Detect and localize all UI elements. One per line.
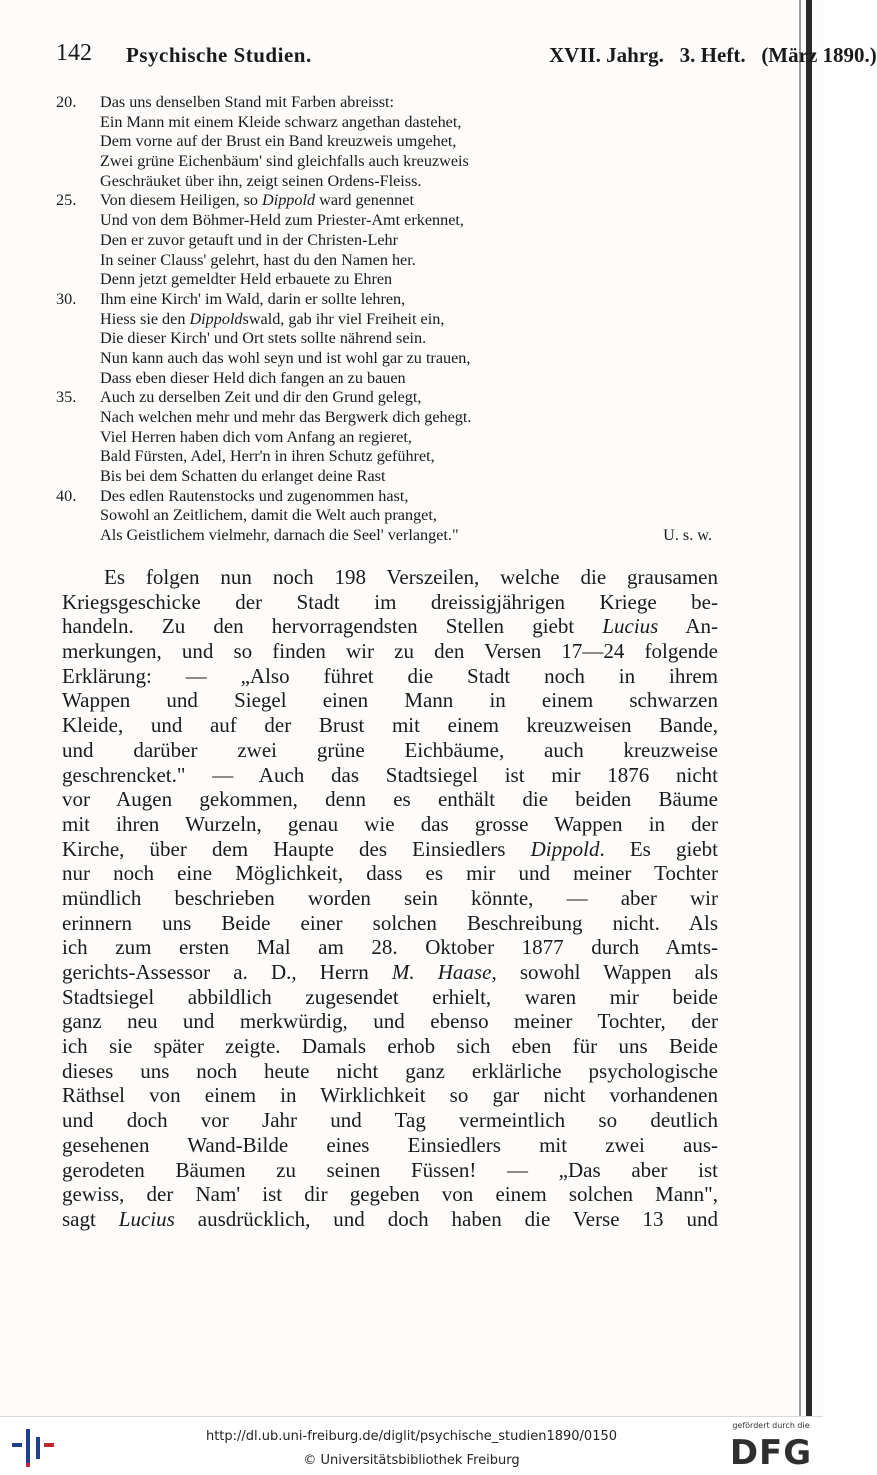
text-line: gewiss, der Nam' ist dir gegeben von einem solchen Mann", [62,1182,718,1207]
poem-line [56,526,736,546]
poem-line [56,447,736,467]
verse-text: Bald Fürsten, Adel, Herr'n in ihren Schutz geführet, [100,447,435,466]
text-line: sagt Lucius ausdrücklich, und doch haben die Verse 13 und [62,1206,718,1231]
text-line: handeln. Zu den hervorragendsten Stellen giebt Lucius An- [62,614,719,639]
issue-info: XVII. Jahrg. 3. Heft. (März 1890.) [549,43,877,67]
poem-line [56,388,736,408]
verse-number: 20. [56,93,77,111]
verse-text: In seiner Clauss' gelehrt, hast du den Namen her. [100,250,416,269]
verse-text: Und von dem Böhmer-Held zum Priester-Amt erkennet, [100,211,464,230]
body-text [62,565,718,1232]
verse-text: Von diesem Heiligen, so Dippold ward genennet [100,191,414,210]
verse-text: Dass eben dieser Held dich fangen an zu bauen [100,368,406,387]
poem-line [56,152,736,172]
page-number: 142 [56,40,92,66]
text-line: ganz neu und merkwürdig, und ebenso meiner Tochter, der [62,1009,718,1034]
verse-text: Die dieser Kirch' und Ort stets sollte nährend sein. [100,329,427,348]
text-line: ich zum ersten Mal am 28. Oktober 1877 durch Amts- [62,935,718,960]
viewer-footer [0,1416,823,1475]
text-line: gerodeten Bäumen zu seinen Füssen! — „Das aber ist [62,1157,718,1182]
text-line: Räthsel von einem in Wirklichkeit so gar nicht vorhandenen [62,1083,718,1108]
page-gutter-shadow [806,0,812,1416]
text-line: und doch vor Jahr und Tag vermeintlich so deutlich [62,1108,718,1133]
verse-text: Das uns denselben Stand mit Farben abreisst: [100,93,395,111]
text-line: nur noch eine Möglichkeit, dass es mir und meiner Tochter [62,861,718,886]
text-line: merkungen, und so finden wir zu den Versen 17—24 folgende [62,639,718,664]
verse-text: Ein Mann mit einem Kleide schwarz angethan dastehet, [100,112,462,131]
verse-text: Viel Herren haben dich vom Anfang an regieret, [100,427,412,446]
text-line: geschrencket." — Auch das Stadtsiegel ist mir 1876 nicht [62,762,718,787]
text-line: Kirche, über dem Haupte des Einsiedlers Dippold. Es giebt [62,836,718,861]
verse-text: Den er zuvor getauft und in der Christen-Lehr [100,230,399,249]
poem-line [56,349,736,369]
journal-title: Psychische Studien. [126,43,312,67]
page-gutter-line [799,0,801,1416]
poem-line [56,487,736,507]
poem-line [56,270,736,290]
verse-text: Denn jetzt gemeldter Held erbauete zu Ehren [100,270,393,289]
poem-line [56,93,736,113]
text-line: Wappen und Siegel einen Mann in einem schwarzen [62,688,718,713]
text-line: Es folgen nun noch 198 Verszeilen, welche die grausamen [104,565,718,589]
dfg-logo [728,1421,814,1473]
copyright-notice: © Universitätsbibliothek Freiburg [303,1453,520,1468]
verse-text: Auch zu derselben Zeit und dir den Grund gelegt, [100,388,422,407]
verse-text: Zwei grüne Eichenbäum' sind gleichfalls auch kreuzweis [100,152,469,171]
permalink-url[interactable]: http://dl.ub.uni-freiburg.de/diglit/psychische_studien1890/0150 [205,1429,618,1444]
poem-line [56,506,736,526]
text-line: Kleide, und auf der Brust mit einem kreuzweisen Bande, [62,713,718,738]
poem-quotation [56,93,736,546]
text-line: dieses uns noch heute nicht ganz erklärliche psychologische [62,1058,718,1083]
text-line: gesehenen Wand-Bilde eines Einsiedlers mit zwei aus- [62,1132,718,1157]
verse-text: Geschräuket über ihn, zeigt seinen Ordens-Fleiss. [100,171,422,190]
text-line: und darüber zwei grüne Eichbäume, auch kreuzweise [62,737,718,762]
verse-text: Des edlen Rautenstocks und zugenommen hast, [100,486,409,505]
dfg-wordmark: DFG [729,1433,813,1473]
verse-text: Nun kann auch das wohl seyn und ist wohl gar zu trauen, [100,348,471,367]
text-line: gerichts-Assessor a. D., Herrn M. Haase, sowohl Wappen als [62,960,718,984]
poem-line [56,428,736,448]
verse-number: 35. [56,388,77,407]
poem-line [56,211,736,231]
verse-text: Ihm eine Kirch' im Wald, darin er sollte lehren, [100,289,406,308]
poem-line [56,310,736,330]
verse-text: Sowohl an Zeitlichem, damit die Welt auch pranget, [100,506,437,525]
poem-line [56,251,736,271]
text-line: vor Augen gekommen, denn es enthält die beiden Bäume [62,787,718,812]
verse-text: Als Geistlichem vielmehr, darnach die Seel' verlanget." [100,526,459,545]
text-line: mündlich beschrieben worden sein könnte, — aber wir [62,885,718,910]
poem-line [56,369,736,389]
verse-text: Hiess sie den Dippoldswald, gab ihr viel Freiheit ein, [100,309,445,328]
dfg-caption: gefördert durch die [732,1421,810,1430]
poem-line [56,172,736,192]
verse-text: Dem vorne auf der Brust ein Band kreuzweis umgehet, [100,132,457,151]
text-line: Stadtsiegel abbildlich zugesendet erhielt, waren mir beide [62,984,718,1009]
poem-line [56,408,736,428]
poem-line [56,191,736,211]
text-line: mit ihren Wurzeln, genau wie das grosse Wappen in der [62,811,718,836]
poem-line [56,132,736,152]
text-line: ich sie später zeigte. Damals erhob sich eben für uns Beide [62,1034,718,1059]
verse-number: 40. [56,486,77,505]
verse-number: 25. [56,191,77,210]
poem-line [56,329,736,349]
poem-line [56,231,736,251]
text-line: erinnern uns Beide einer solchen Beschreibung nicht. Als [62,910,718,935]
text-line: Kriegsgeschicke der Stadt im dreissigjährigen Kriege be- [62,589,718,614]
running-header [56,40,877,74]
verse-text: Bis bei dem Schatten du erlanget deine Rast [100,467,386,486]
text-line: Erklärung: — „Also führet die Stadt noch in ihrem [62,663,718,688]
poem-line [56,290,736,310]
poem-line [56,113,736,133]
verse-number: 30. [56,289,77,308]
poem-line [56,467,736,487]
verse-text: Nach welchen mehr und mehr das Bergwerk dich gehegt. [100,408,472,426]
quote-continuation: U. s. w. [663,526,712,545]
